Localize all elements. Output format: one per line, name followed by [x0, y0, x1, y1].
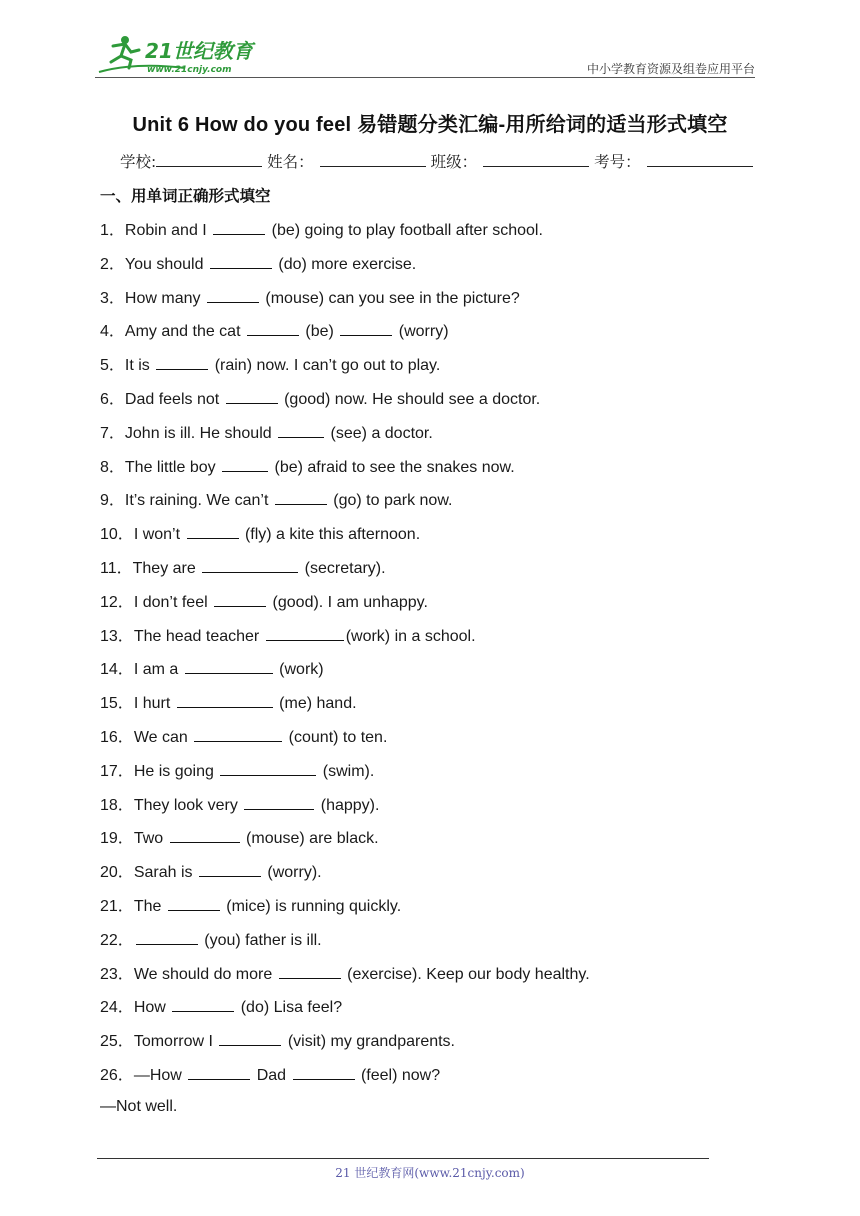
answer-blank[interactable]	[214, 589, 266, 607]
answer-blank[interactable]	[220, 758, 316, 776]
school-label: 学校:	[120, 153, 157, 171]
question-text: John is ill. He should	[124, 424, 277, 442]
answer-blank[interactable]	[222, 454, 268, 472]
question-item	[100, 994, 590, 1028]
question-item	[100, 623, 590, 657]
svg-text:21世纪教育: 21世纪教育	[145, 39, 253, 63]
header-platform-text: 中小学教育资源及组卷应用平台	[586, 62, 755, 76]
question-text: (see) a doctor.	[326, 424, 433, 442]
question-text: (be) afraid to see the snakes now.	[270, 458, 515, 476]
question-text: Amy and the cat	[124, 323, 245, 341]
question-item	[100, 285, 590, 319]
question-text: (rain) now. I can’t go out to play.	[210, 357, 441, 375]
question-text: (feel) now?	[356, 1066, 441, 1084]
answer-blank[interactable]	[188, 1062, 250, 1080]
question-item	[100, 386, 590, 420]
question-item	[100, 318, 590, 352]
question-item	[100, 1028, 590, 1062]
answer-blank[interactable]	[213, 217, 265, 235]
question-number: 25．	[100, 1033, 134, 1051]
question-item	[100, 589, 590, 623]
question-text: (worry).	[262, 864, 322, 882]
question-item	[100, 1096, 590, 1130]
question-text: (do) Lisa feel?	[236, 999, 343, 1017]
question-text: The	[133, 897, 166, 915]
question-number: 14．	[100, 661, 134, 679]
question-text: It’s raining. We can’t	[124, 492, 273, 510]
answer-blank[interactable]	[210, 251, 272, 269]
class-label: 班级：	[430, 153, 478, 171]
question-item	[100, 521, 590, 555]
svg-text:www.21cnjy.com: www.21cnjy.com	[147, 65, 232, 75]
question-text: (worry)	[394, 323, 449, 341]
question-text: Two	[133, 830, 168, 848]
question-number: 20．	[100, 864, 134, 882]
question-text: (you) father is ill.	[199, 931, 322, 949]
answer-blank[interactable]	[177, 690, 273, 708]
question-text: He is going	[133, 762, 219, 780]
answer-blank[interactable]	[278, 420, 324, 438]
question-text: (work)	[274, 661, 324, 679]
question-item	[100, 724, 590, 758]
question-number: 4．	[100, 323, 125, 341]
question-item	[100, 251, 590, 285]
question-item	[100, 656, 590, 690]
answer-blank[interactable]	[185, 656, 273, 674]
exam-no-label: 考号：	[594, 153, 641, 171]
question-item	[100, 961, 590, 995]
name-field[interactable]	[320, 150, 426, 167]
answer-blank[interactable]	[202, 555, 298, 573]
question-list	[100, 217, 590, 1130]
question-text: The little boy	[124, 458, 221, 476]
answer-blank[interactable]	[170, 825, 240, 843]
question-text: They are	[132, 559, 201, 577]
question-text: (me) hand.	[274, 695, 357, 713]
question-text: Dad	[252, 1066, 291, 1084]
question-number: 3．	[100, 289, 125, 307]
answer-blank[interactable]	[340, 318, 392, 336]
answer-blank[interactable]	[187, 521, 239, 539]
question-item	[100, 555, 590, 589]
question-number: 1．	[100, 222, 125, 239]
worksheet-title: Unit 6 How do you feel 易错题分类汇编-用所给词的适当形式填空	[132, 114, 728, 136]
question-item	[100, 352, 590, 386]
question-text: (visit) my grandparents.	[283, 1033, 455, 1051]
question-item	[100, 825, 590, 859]
question-number: 23．	[100, 965, 134, 983]
answer-blank[interactable]	[275, 487, 327, 505]
exam-no-field[interactable]	[647, 150, 753, 167]
answer-blank[interactable]	[194, 724, 282, 742]
question-item	[100, 690, 590, 724]
question-text: (mice) is running quickly.	[221, 897, 402, 915]
question-text: (go) to park now.	[328, 492, 453, 510]
question-text: The head teacher	[133, 627, 264, 645]
question-text: (fly) a kite this afternoon.	[240, 526, 421, 544]
answer-blank[interactable]	[226, 386, 278, 404]
question-number: 12．	[100, 593, 134, 611]
question-number: 15．	[100, 695, 134, 713]
footer-divider	[97, 1158, 709, 1159]
question-item	[100, 454, 590, 488]
answer-blank[interactable]	[266, 623, 344, 641]
question-text: Sarah is	[133, 864, 197, 882]
question-item	[100, 927, 590, 961]
question-text: Robin and I	[124, 222, 212, 239]
answer-blank[interactable]	[136, 927, 198, 945]
question-text: (do) more exercise.	[273, 255, 417, 273]
class-field[interactable]	[483, 150, 589, 167]
question-number: 24．	[100, 999, 134, 1017]
question-text: Dad feels not	[124, 390, 224, 408]
name-label: 姓名：	[267, 153, 314, 171]
question-number: 18．	[100, 796, 134, 814]
question-number: 2．	[100, 255, 125, 273]
student-info-row	[120, 150, 753, 172]
question-text: (mouse) are black.	[241, 830, 379, 848]
question-number: 11．	[100, 559, 133, 577]
question-item	[100, 217, 590, 251]
question-item	[100, 1062, 590, 1096]
question-text: (mouse) can you see in the picture?	[260, 289, 520, 307]
school-field[interactable]	[156, 150, 262, 167]
question-item	[100, 859, 590, 893]
question-number: 16．	[100, 728, 134, 746]
question-text: We can	[133, 728, 193, 746]
answer-blank[interactable]	[168, 893, 220, 911]
answer-blank[interactable]	[293, 1062, 355, 1080]
question-text: (swim).	[318, 762, 375, 780]
question-number: 10．	[100, 526, 134, 544]
question-text: (exercise). Keep our body healthy.	[342, 965, 590, 983]
question-number: 19．	[100, 830, 134, 848]
question-text: How	[133, 999, 171, 1017]
question-text: I hurt	[133, 695, 175, 713]
answer-blank[interactable]	[219, 1028, 281, 1046]
question-text: They look very	[133, 796, 243, 814]
question-text: —How	[133, 1066, 187, 1084]
question-number: 7．	[100, 424, 125, 442]
question-text: I won’t	[133, 526, 185, 544]
answer-blank[interactable]	[247, 318, 299, 336]
question-number: 9．	[100, 492, 125, 510]
answer-blank[interactable]	[207, 285, 259, 303]
question-item	[100, 758, 590, 792]
footer-text: 21 世纪教育网(www.21cnjy.com)	[335, 1166, 525, 1180]
question-text: (work) in a school.	[345, 627, 476, 645]
question-text: We should do more	[133, 965, 277, 983]
question-item	[100, 792, 590, 826]
question-text: You should	[124, 255, 208, 273]
header-divider	[95, 77, 755, 78]
question-text: (be) going to play football after school.	[267, 222, 543, 239]
question-number: 22．	[100, 931, 134, 949]
question-number: 13．	[100, 627, 134, 645]
question-text: (secretary).	[300, 559, 386, 577]
question-number: 26．	[100, 1066, 134, 1084]
answer-blank[interactable]	[172, 994, 234, 1012]
question-text: (good). I am unhappy.	[268, 593, 428, 611]
question-text: I don’t feel	[133, 593, 213, 611]
question-number: 8．	[100, 458, 125, 476]
page-header	[95, 30, 755, 78]
question-number: 6．	[100, 390, 125, 408]
question-number: 21．	[100, 897, 134, 915]
section-heading: 一、用单词正确形式填空	[100, 188, 271, 205]
answer-blank[interactable]	[156, 352, 208, 370]
question-item	[100, 420, 590, 454]
question-text: Tomorrow I	[133, 1033, 218, 1051]
question-text: (happy).	[316, 796, 380, 814]
question-text: (count) to ten.	[284, 728, 388, 746]
question-text: (be)	[300, 323, 339, 341]
logo-21cnjy	[95, 32, 265, 76]
question-number: 5．	[100, 357, 125, 375]
question-text: —Not well.	[100, 1097, 178, 1115]
answer-blank[interactable]	[199, 859, 261, 877]
question-text: I am a	[133, 661, 183, 679]
question-number: 17．	[100, 762, 134, 780]
answer-blank[interactable]	[279, 961, 341, 979]
question-text: (good) now. He should see a doctor.	[279, 390, 541, 408]
question-item	[100, 893, 590, 927]
question-text: How many	[124, 289, 205, 307]
question-item	[100, 487, 590, 521]
answer-blank[interactable]	[244, 792, 314, 810]
question-text: It is	[124, 357, 155, 375]
